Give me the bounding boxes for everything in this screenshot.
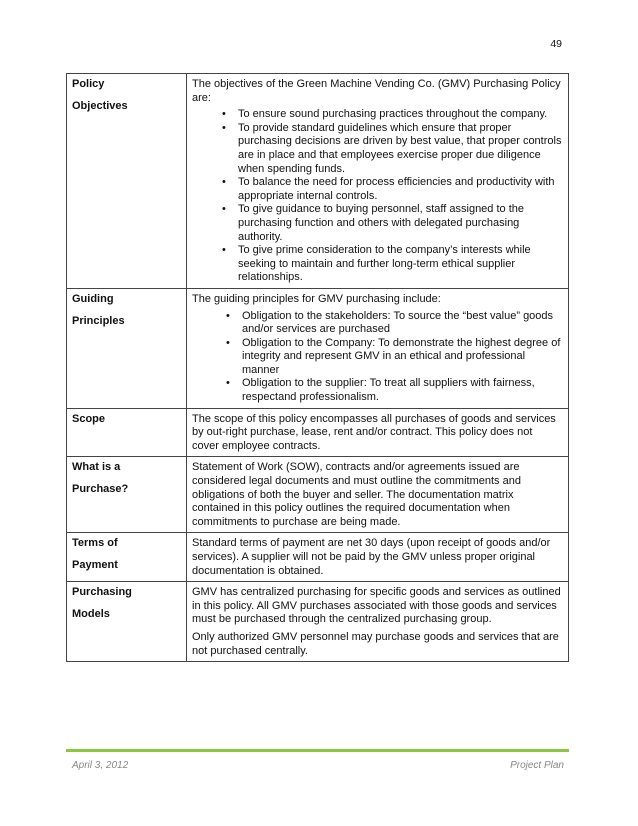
- footer-date: April 3, 2012: [72, 760, 129, 771]
- paragraph: GMV has centralized purchasing for specific goods and services as outlined in this policy. All GMV purchases associated with those goods and services must be purchased through the centralized purchasing group.: [192, 586, 561, 626]
- table-row: [67, 582, 569, 662]
- table-row: [67, 533, 569, 582]
- bullet-item: • Obligation to the stakeholders: To source the “best value” goods and/or services are purchased: [242, 310, 562, 337]
- row-label: [67, 582, 187, 662]
- bullet-item: • Obligation to the Company: To demonstrate the highest degree of integrity and represent GMV in an ethical and professional manner: [242, 337, 562, 378]
- row-content: [187, 457, 569, 533]
- paragraph: Standard terms of payment are net 30 days (upon receipt of goods and/or services). A supplier will not be paid by the GMV unless proper original documentation is obtained.: [192, 537, 551, 577]
- row-label-line1: What is a: [72, 461, 121, 474]
- row-label-line1: Terms of: [72, 537, 118, 550]
- row-label-line1: Policy: [72, 78, 105, 90]
- bullet-item: • To balance the need for process efficiencies and productivity with appropriate internal controls.: [238, 176, 562, 203]
- paragraph: The objectives of the Green Machine Vending Co. (GMV) Purchasing Policy are:: [192, 78, 561, 104]
- row-label-line2: Payment: [72, 559, 118, 571]
- paragraph: The guiding principles for GMV purchasing include:: [192, 292, 441, 305]
- row-label-line1: Scope: [72, 412, 106, 425]
- table-row: [67, 408, 569, 457]
- table-row: [67, 74, 569, 289]
- row-label: [67, 74, 187, 289]
- bullet-item: • To ensure sound purchasing practices throughout the company.: [238, 108, 562, 122]
- row-content: [187, 533, 569, 582]
- paragraph: The scope of this policy encompasses all purchases of goods and services by out-right purchase, lease, rent and/or contract. This policy does not cover employee contracts.: [192, 412, 556, 452]
- row-label-line2: Purchase?: [72, 483, 129, 496]
- policy-table: [66, 73, 569, 662]
- row-label: [67, 288, 187, 408]
- row-label-line1: Guiding: [72, 292, 114, 305]
- bullet-list: [192, 310, 562, 405]
- bullet-item: • To provide standard guidelines which ensure that proper purchasing decisions are driven by best value, that proper controls are in place and that employees exercise proper due diligence when spending funds.: [238, 122, 562, 176]
- row-label-line1: Purchasing: [72, 586, 132, 599]
- row-content: [187, 582, 569, 662]
- footer-title: Project Plan: [510, 760, 564, 771]
- paragraph: Only authorized GMV personnel may purchase goods and services that are not purchased centrally.: [192, 630, 559, 657]
- row-content: [187, 74, 569, 289]
- bullet-list: [192, 108, 562, 285]
- paragraph: Statement of Work (SOW), contracts and/or agreements issued are considered legal documents and must outline the commitments and obligations of both the buyer and seller. The documentation matrix contained in this policy outlines the required documentation when commitments to purchase are being made.: [192, 461, 521, 528]
- footer-divider: [66, 749, 569, 752]
- row-label: [67, 457, 187, 533]
- page-number: 49: [550, 38, 562, 50]
- row-label-line2: Principles: [72, 314, 125, 327]
- bullet-item: • To give prime consideration to the company’s interests while seeking to maintain and further long-term ethical supplier relationships.: [238, 244, 562, 285]
- row-label: [67, 408, 187, 457]
- row-label-line2: Objectives: [72, 99, 128, 112]
- table-row: [67, 457, 569, 533]
- bullet-item: • To give guidance to buying personnel, staff assigned to the purchasing function and others with delegated purchasing authority.: [238, 203, 562, 244]
- row-label: [67, 533, 187, 582]
- row-content: [187, 408, 569, 457]
- table-row: [67, 288, 569, 408]
- bullet-item: • Obligation to the supplier: To treat all suppliers with fairness, respectand professionalism.: [242, 377, 562, 404]
- row-content: [187, 288, 569, 408]
- row-label-line2: Models: [72, 607, 110, 620]
